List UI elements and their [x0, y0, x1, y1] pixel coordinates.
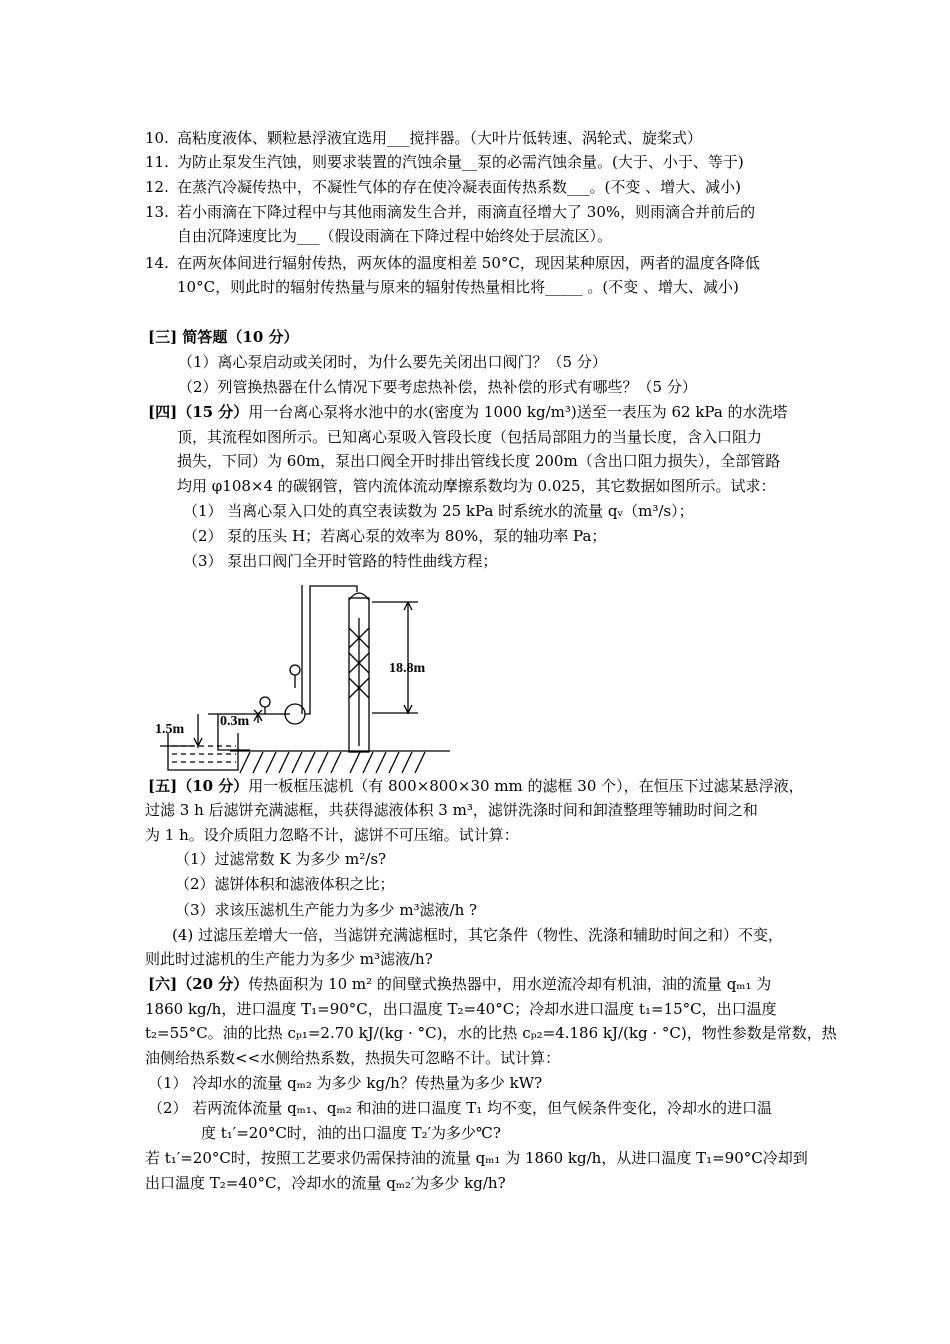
- water-surface: [172, 746, 236, 762]
- section-4-item-1: （1） 当离心泵入口处的真空表读数为 25 kPa 时系统水的流量 qᵥ（m³/s）；: [183, 502, 694, 520]
- question-14: 14. 在两灰体间进行辐射传热，两灰体的温度相差 50°C，现因某种原因，两者的温度各降低: [145, 254, 760, 272]
- tower-packing: [349, 628, 369, 698]
- section-4-line-1: [四]（15 分）用一台离心泵将水池中的水(密度为 1000 kg/m³)送至一表压为 62 kPa 的水洗塔: [148, 403, 788, 421]
- pressure-gauge-icon: [290, 665, 300, 675]
- section-4-line-4: 均用 φ108×4 的碳钢管，管内流体流动摩擦系数均为 0.025，其它数据如图所示。试求：: [177, 477, 776, 495]
- section-3-title: [三] 简答题（10 分）: [148, 328, 299, 346]
- section-3-item-2: （2）列管换热器在什么情况下要考虑热补偿，热补偿的形式有哪些？（5 分）: [178, 378, 697, 396]
- section-5-item-3: （3）求该压滤机生产能力为多少 m³滤液/h ?: [175, 901, 478, 919]
- section-5-line-2: 过滤 3 h 后滤饼充满滤框，共获得滤液体积 3 m³，滤饼洗涤时间和卸渣整理等辅助时间之和: [145, 801, 758, 819]
- section-6-item-1: （1） 冷却水的流量 qₘ₂ 为多少 kg/h？传热量为多少 kW?: [148, 1074, 543, 1092]
- section-6-line-2: 1860 kg/h，进口温度 T₁=90°C，出口温度 T₂=40°C；冷却水进口温度 t₁=15°C，出口温度: [145, 1000, 777, 1018]
- question-13-line2: 自由沉降速度比为___（假设雨滴在下降过程中始终处于层流区）。: [177, 227, 613, 245]
- section-6-item-3: 若 t₁′=20°C时，按照工艺要求仍需保持油的流量 qₘ₁ 为 1860 kg/h，从进口温度 T₁=90°C冷却到: [145, 1149, 808, 1167]
- section-3-item-1: （1）离心泵启动或关闭时，为什么要先关闭出口阀门？（5 分）: [178, 353, 607, 371]
- section-6-line-3: t₂=55°C。油的比热 cₚ₁=2.70 kJ/(kg · °C)，水的比热 cₚ₂=4.186 kJ/(kg · °C)，物性参数是常数，热: [145, 1024, 837, 1042]
- height-label-0-3m: 0.3m: [220, 714, 250, 729]
- section-5-line-1: [五]（10 分）用一板框压滤机（有 800×800×30 mm 的滤框 30 个），在恒压下过滤某悬浮液，: [148, 777, 804, 795]
- section-4-line-3: 损失，下同）为 60m，泵出口阀全开时排出管线长度 200m（含出口阻力损失），全部管路: [177, 452, 781, 470]
- question-12: 12. 在蒸汽冷凝传热中，不凝性气体的存在使冷凝表面传热系数___。(不变 、增大、减小): [145, 178, 741, 196]
- section-6-item-2-line2: 度 t₁′=20°C时，油的出口温度 T₂′为多少℃?: [201, 1124, 501, 1142]
- question-11: 11. 为防止泵发生汽蚀，则要求装置的汽蚀余量__泵的必需汽蚀余量。(大于、小于、等于): [145, 153, 744, 171]
- section-5-item-4: (4) 过滤压差增大一倍，当滤饼充满滤框时，其它条件（物性、洗涤和辅助时间之和）不变，: [172, 926, 784, 944]
- water-tank: [168, 733, 238, 770]
- section-5-item-2: （2）滤饼体积和滤液体积之比；: [175, 875, 395, 893]
- ground-hatch: [240, 752, 425, 773]
- vacuum-gauge-icon: [260, 697, 270, 707]
- section-5-item-4-line2: 则此时过滤机的生产能力为多少 m³滤液/h?: [145, 950, 433, 968]
- section-4-line-2: 顶，其流程如图所示。已知离心泵吸入管段长度（包括局部阻力的当量长度，含入口阻力: [177, 428, 763, 446]
- question-13: 13. 若小雨滴在下降过程中与其他雨滴发生合并，雨滴直径增大了 30%，则雨滴合并前后的: [145, 203, 756, 221]
- height-label-1-5m: 1.5m: [155, 722, 185, 737]
- pump-tower-diagram: [150, 578, 450, 774]
- question-14-line2: 10°C，则此时的辐射传热量与原来的辐射传热量相比将_____ 。(不变 、增大、减小): [177, 278, 739, 296]
- section-5-line-3: 为 1 h。设介质阻力忽略不计，滤饼不可压缩。试计算：: [145, 826, 519, 844]
- question-10: 10. 高粘度液体、颗粒悬浮液宜选用___搅拌器。（大叶片低转速、涡轮式、旋桨式）: [145, 129, 703, 147]
- section-6-line-4: 油侧给热系数<<水侧给热系数，热损失可忽略不计。试计算：: [145, 1049, 561, 1067]
- section-5-item-1: （1）过滤常数 K 为多少 m²/s?: [175, 850, 387, 868]
- section-6-line-1: [六]（20 分）传热面积为 10 m² 的间壁式换热器中，用水逆流冷却有机油，油的流量 qₘ₁ 为: [148, 975, 772, 993]
- section-4-item-3: （3） 泵出口阀门全开时管路的特性曲线方程；: [183, 552, 498, 570]
- section-4-item-2: （2） 泵的压头 H；若离心泵的效率为 80%，泵的轴功率 Pa；: [183, 527, 607, 545]
- section-6-item-3-line2: 出口温度 T₂=40°C，冷却水的流量 qₘ₂′为多少 kg/h?: [145, 1174, 506, 1192]
- height-label-18-8m: 18.8m: [389, 661, 426, 676]
- section-6-item-2: （2） 若两流体流量 qₘ₁、qₘ₂ 和油的进口温度 T₁ 均不变，但气候条件变化，冷却水的进口温: [148, 1099, 773, 1117]
